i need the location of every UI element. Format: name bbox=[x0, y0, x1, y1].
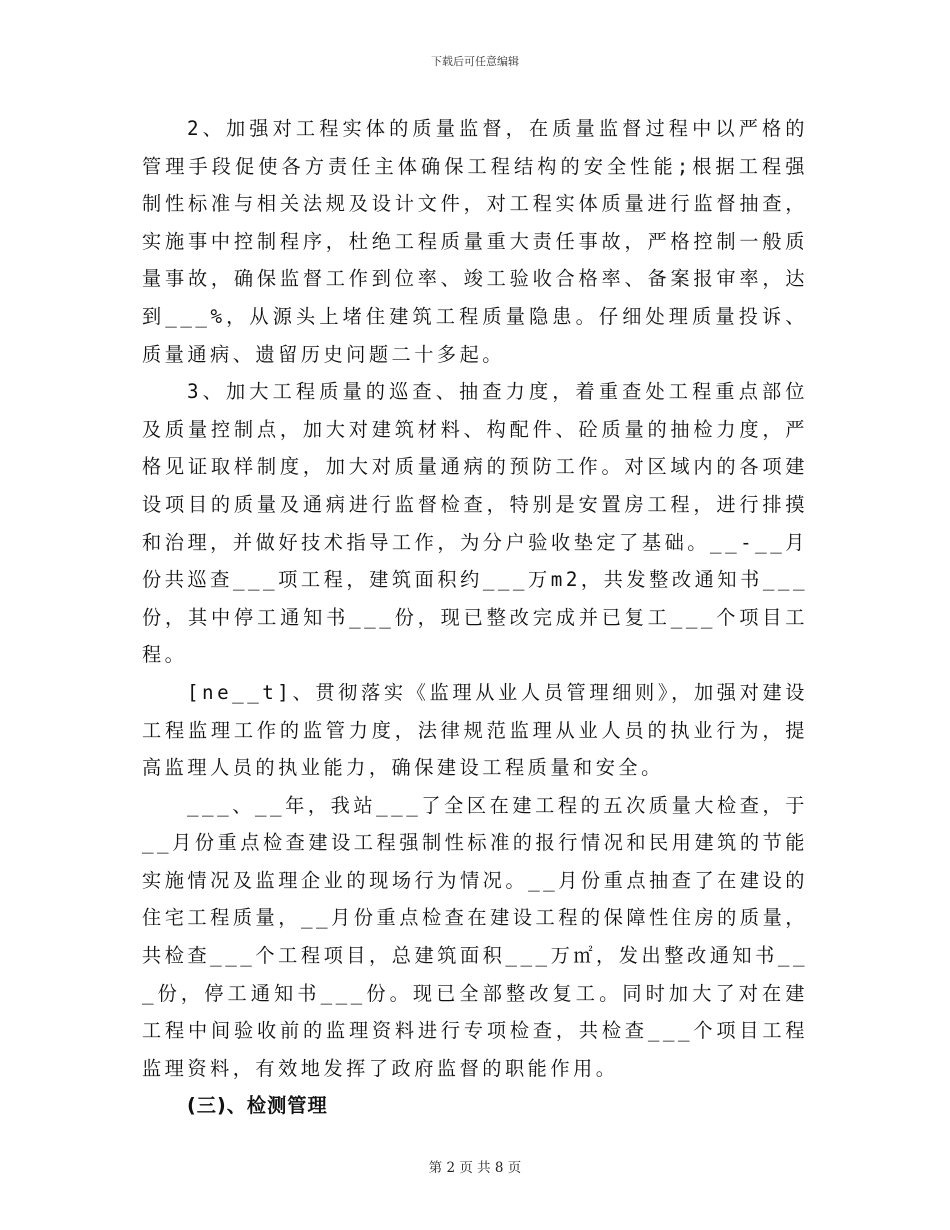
section-heading: (三)、检测管理 bbox=[187, 1094, 328, 1118]
page-number: 第 2 页 共 8 页 bbox=[428, 1160, 522, 1176]
paragraph-next: [ne__t]、贯彻落实《监理从业人员管理细则》，加强对建设工程监理工作的监管力度，法律规范监理从业人员的执业行为，提高监理人员的执业能力，确保建设工程质量和安全。 bbox=[142, 680, 808, 780]
page-header: 下载后可任意编辑 bbox=[431, 55, 519, 68]
document-body bbox=[142, 110, 808, 1125]
paragraph-item-3: 3、加大工程质量的巡查、抽查力度，着重查处工程重点部位及质量控制点，加大对建筑材料、构配件、砼质量的抽检力度，严格见证取样制度，加大对质量通病的预防工作。对区域内的各项建设项目的质量及通病进行监督检查，特别是安置房工程，进行排摸和治理，并做好技术指导工作，为分户验收垫定了基础。__-__月份共巡查___项工程，建筑面积约___万m2，共发整改通知书___份，其中停工通知书___份，现已整改完成并已复工___个项目工程。 bbox=[142, 380, 808, 667]
paragraph-inspection: ___、__年，我站___了全区在建工程的五次质量大检查，于__月份重点检查建设工程强制性标准的报行情况和民用建筑的节能实施情况及监理企业的现场行为情况。__月份重点抽查了在建设的住宅工程质量，__月份重点检查在建设工程的保障性住房的质量，共检查___个工程项目，总建筑面积___万㎡，发出整改通知书___份，停工通知书___份。现已全部整改复工。同时加大了对在建工程中间验收前的监理资料进行专项检查，共检查___个项目工程监理资料，有效地发挥了政府监督的职能作用。 bbox=[142, 793, 808, 1080]
paragraph-item-2: 2、加强对工程实体的质量监督，在质量监督过程中以严格的管理手段促使各方责任主体确保工程结构的安全性能;根据工程强制性标准与相关法规及设计文件，对工程实体质量进行监督抽查，实施事中控制程序，杜绝工程质量重大责任事故，严格控制一般质量事故，确保监督工作到位率、竣工验收合格率、备案报审率，达到___%，从源头上堵住建筑工程质量隐患。仔细处理质量投诉、质量通病、遗留历史问题二十多起。 bbox=[142, 117, 808, 366]
